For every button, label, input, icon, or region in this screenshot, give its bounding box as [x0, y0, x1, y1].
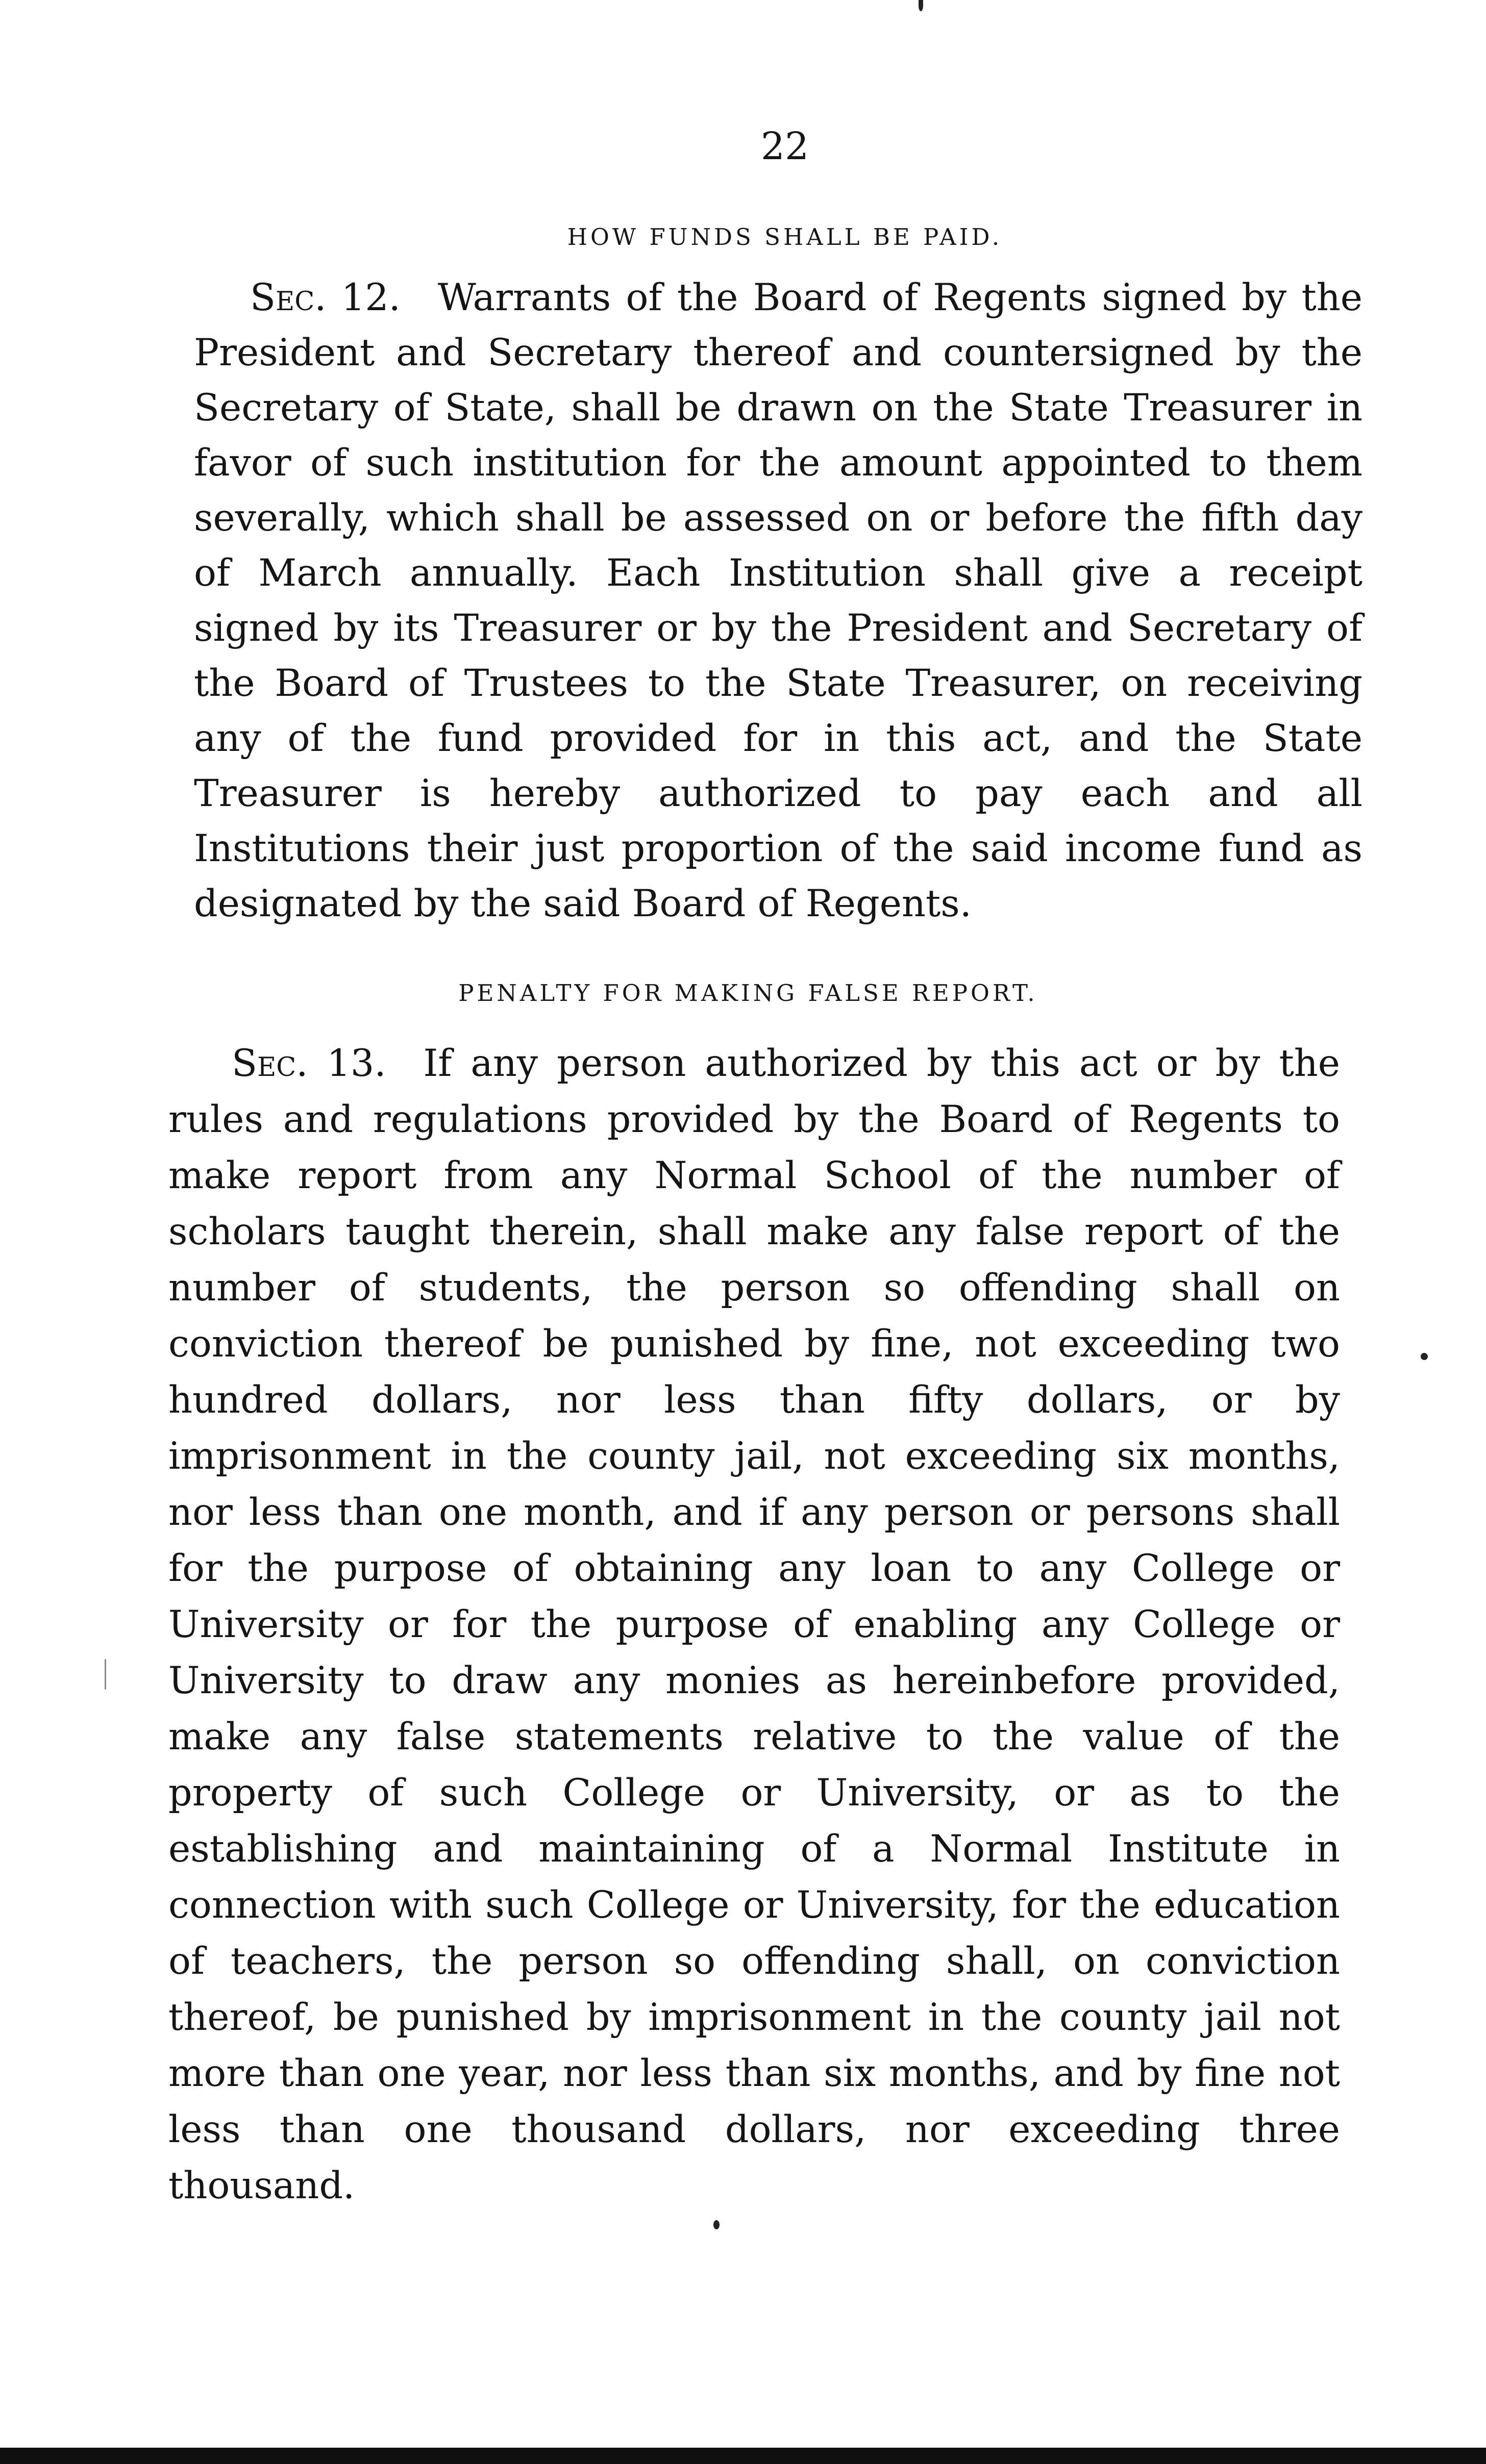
section-heading-penalty: PENALTY FOR MAKING FALSE REPORT. — [458, 979, 1038, 1007]
section-13-label: Sec. 13. — [232, 1042, 386, 1085]
scan-bottom-border — [0, 2448, 1486, 2464]
ink-speck-right — [1421, 1353, 1428, 1360]
section-12-label: Sec. 12. — [250, 276, 401, 319]
ink-scratch-left — [105, 1659, 106, 1690]
section-heading-funds: HOW FUNDS SHALL BE PAID. — [567, 223, 1003, 250]
ink-speck-bottom — [713, 2220, 720, 2229]
ink-speck-top — [919, 0, 923, 11]
page-number: 22 — [760, 124, 809, 168]
section-13-paragraph — [168, 1036, 1340, 2214]
section-13-text: If any person authorized by this act or by the rules and regulations provided by the Board of Regents to make report from any Normal School of the number of scholars taught therein, shall make any false report of the number of students, the person so offending shall on conviction thereof be punished by fine, not exceeding two hundred dollars, nor less than fifty dollars, or by imprisonment in the county jail, not exceeding six months, nor less than one month, and if any person or persons shall for the purpose of obtaining any loan to any College or University or for the purpose of enabling any College or University to draw any monies as hereinbefore provided, make any false statements relative to the value of the property of such College or University, or as to the establishing and maintaining of a Normal Institute in connection with such College or University, for the education of teachers, the person so offending shall, on conviction thereof, be punished by imprisonment in the county jail not more than one year, nor less than six months, and by fine not less than one thousand dollars, nor exceeding three thousand. — [168, 1042, 1340, 2207]
section-12-text: Warrants of the Board of Regents signed by the President and Secretary thereof and countersigned by the Secretary of State, shall be drawn on the State Treasurer in favor of such institution for the amount appointed to them severally, which shall be assessed on or before the fifth day of March annually. Each Institution shall give a receipt signed by its Treasurer or by the President and Secretary of the Board of Trustees to the State Treasurer, on receiving any of the fund provided for in this act, and the State Treasurer is hereby authorized to pay each and all Institutions their just proportion of the said income fund as designated by the said Board of Regents. — [194, 276, 1363, 925]
section-12-paragraph — [194, 270, 1363, 932]
